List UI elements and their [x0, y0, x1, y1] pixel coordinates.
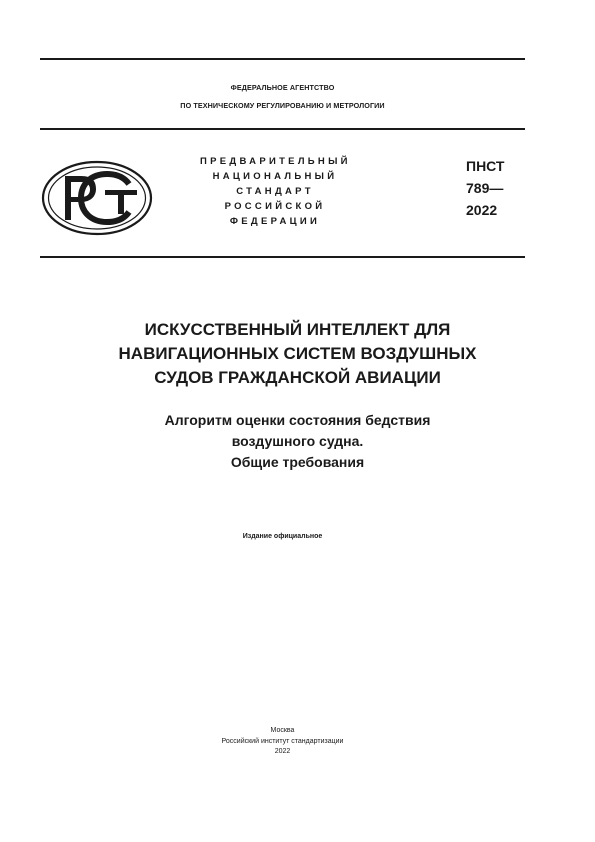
standard-code-line: ПНСТ — [466, 158, 505, 174]
standard-type — [200, 154, 350, 229]
publisher-footer — [40, 726, 525, 758]
standard-code-line: 2022 — [466, 202, 498, 218]
gost-logo-icon — [41, 160, 153, 236]
title-line: НАВИГАЦИОННЫХ СИСТЕМ ВОЗДУШНЫХ — [118, 344, 477, 363]
agency-name-continued — [40, 101, 525, 111]
standard-type-line: ФЕДЕРАЦИИ — [229, 216, 321, 227]
standard-code-line: 789— — [466, 180, 504, 196]
standard-type-line: СТАНДАРТ — [236, 186, 314, 197]
edition-note: Издание официальное — [242, 533, 323, 540]
document-title — [30, 318, 565, 390]
footer-city: Москва — [270, 727, 295, 734]
agency-line-2: ПО ТЕХНИЧЕСКОМУ РЕГУЛИРОВАНИЮ И МЕТРОЛОГИИ — [180, 101, 385, 110]
title-line: ИСКУССТВЕННЫЙ ИНТЕЛЛЕКТ ДЛЯ — [144, 320, 451, 339]
agency-line-1: ФЕДЕРАЛЬНОЕ АГЕНТСТВО — [230, 83, 335, 92]
subtitle-line: воздушного судна. — [231, 433, 364, 449]
top-rule — [40, 58, 525, 60]
header-rule — [40, 128, 525, 130]
standard-type-line: НАЦИОНАЛЬНЫЙ — [212, 171, 338, 182]
document-subtitle — [30, 410, 565, 473]
subtitle-line: Алгоритм оценки состояния бедствия — [164, 412, 431, 428]
standard-code — [466, 155, 505, 221]
standard-type-line: ПРЕДВАРИТЕЛЬНЫЙ — [200, 156, 351, 167]
subtitle-line: Общие требования — [230, 454, 365, 470]
footer-publisher: Российский институт стандартизации — [221, 737, 344, 745]
logo-section-rule — [40, 256, 525, 258]
title-line: СУДОВ ГРАЖДАНСКОЙ АВИАЦИИ — [154, 368, 441, 387]
standard-type-line: РОССИЙСКОЙ — [224, 201, 326, 212]
footer-year: 2022 — [274, 748, 291, 755]
agency-name — [40, 83, 525, 93]
